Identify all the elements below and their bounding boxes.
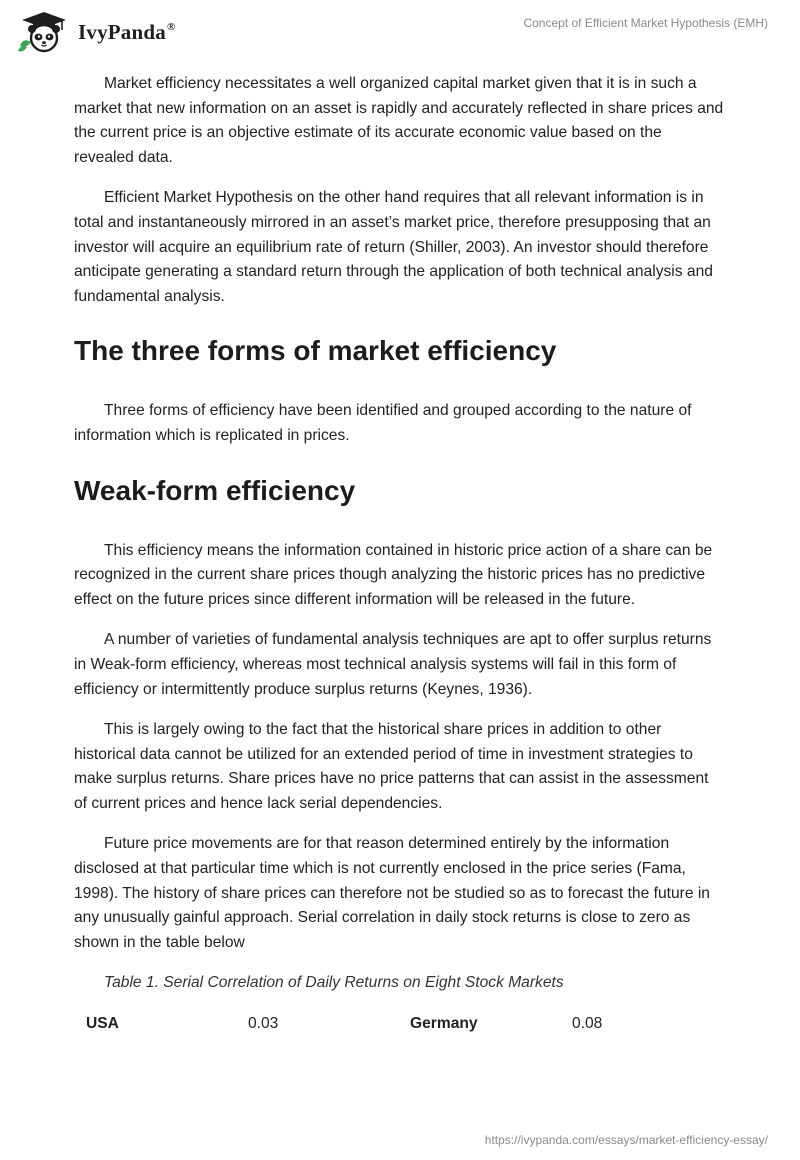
table-cell-country: USA xyxy=(86,1015,119,1033)
paragraph: Three forms of efficiency have been identified and grouped according to the nature of information which is replicated in prices. xyxy=(74,402,692,444)
paragraph: A number of varieties of fundamental analysis techniques are apt to offer surplus returns in Weak-form efficiency, whereas most technical analysis systems will fail in this form of efficiency or intermittently produce surplus returns (Keynes, 1936). xyxy=(74,631,712,698)
page-header xyxy=(0,0,800,60)
table-cell-country: Germany xyxy=(410,1015,478,1033)
section-heading: The three forms of market efficiency xyxy=(74,335,557,367)
section-heading: Weak-form efficiency xyxy=(74,474,356,506)
paragraph: This efficiency means the information contained in historic price action of a share can be recognized in the current share prices though analyzing the historic prices has no predictive effect on the future prices since different information will be released in the future. xyxy=(74,541,713,608)
table-cell-value: 0.08 xyxy=(572,1015,603,1033)
paragraph: Market efficiency necessitates a well organized capital market given that it is in such a market that new information on an asset is rapidly and accurately reflected in share prices and the current price is an objective estimate of its accurate economic value based on the revealed data. xyxy=(74,75,724,166)
table-row xyxy=(74,1009,724,1039)
paragraph: Efficient Market Hypothesis on the other hand requires that all relevant information is in total and instantaneously mirrored in an asset’s market price, therefore presupposing that an investor will acquire an equilibrium rate of return (Shiller, 2003). An investor should therefore anticipate generating a standard return through the application of both technical analysis and fundamental analysis. xyxy=(74,189,713,305)
logo[interactable] xyxy=(16,10,175,54)
logo-text: IvyPanda® xyxy=(78,19,176,44)
table-caption: Table 1. Serial Correlation of Daily Returns on Eight Stock Markets xyxy=(104,974,564,992)
table-cell-value: 0.03 xyxy=(248,1015,279,1033)
panda-graduate-icon xyxy=(16,10,72,54)
source-url[interactable]: https://ivypanda.com/essays/market-efficiency-essay/ xyxy=(484,1133,768,1147)
paragraph: Future price movements are for that reason determined entirely by the information disclosed at that particular time which is not currently enclosed in the price series (Fama, 1998). The history of share prices can therefore not be studied so as to forecast the future in any unusually gainful approach. Serial correlation in daily stock returns is close to zero as shown in the table below xyxy=(74,835,710,951)
paragraph: This is largely owing to the fact that the historical share prices in addition to other historical data cannot be utilized for an extended period of time in investment strategies to make surplus returns. Share prices have no price patterns that can assist in the assessment of current prices and hence lack serial dependencies. xyxy=(74,721,709,812)
document-title: Concept of Efficient Market Hypothesis (EMH) xyxy=(523,16,768,30)
essay-content xyxy=(74,72,724,1039)
